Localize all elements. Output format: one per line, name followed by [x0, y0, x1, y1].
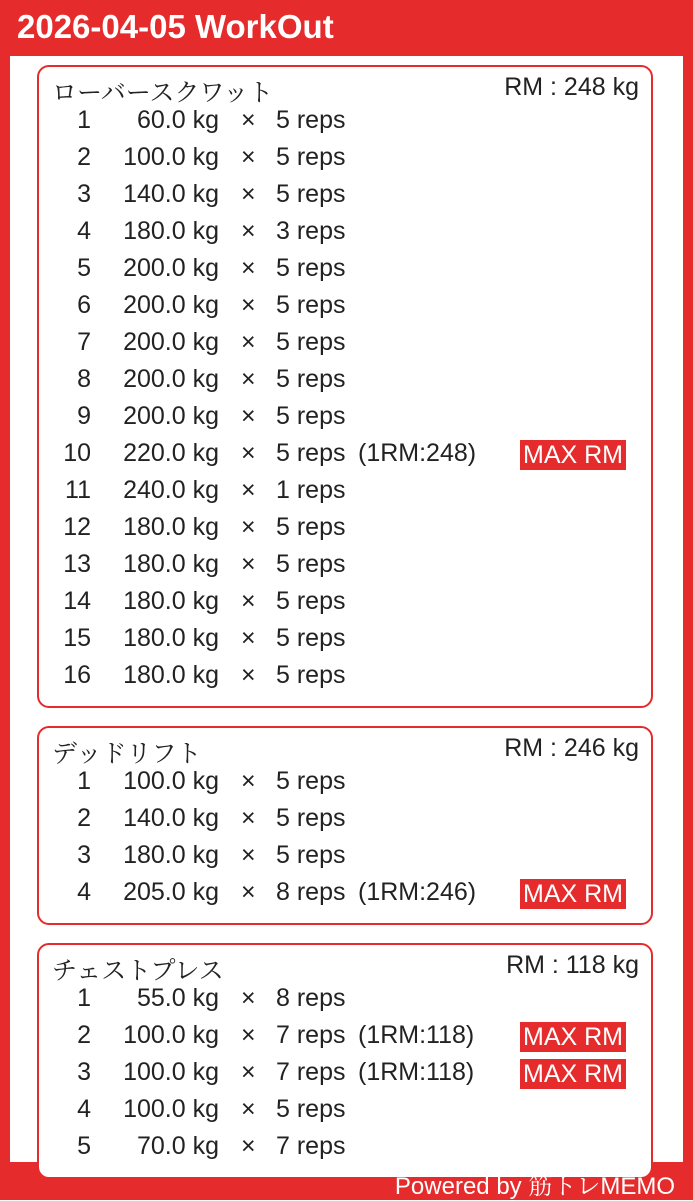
- set-number: 1: [77, 767, 91, 795]
- set-reps: 5 reps: [276, 587, 346, 615]
- set-weight: 180.0 kg: [123, 661, 219, 689]
- set-reps: 5 reps: [276, 143, 346, 171]
- times-sign: ×: [241, 984, 256, 1012]
- times-sign: ×: [241, 804, 256, 832]
- exercise-card: [37, 65, 653, 708]
- set-weight: 100.0 kg: [123, 143, 219, 171]
- footer-bar: [0, 1162, 693, 1200]
- set-one-rm: (1RM:118): [358, 1021, 475, 1049]
- set-reps: 5 reps: [276, 661, 346, 689]
- set-weight: 140.0 kg: [123, 804, 219, 832]
- set-row: [39, 402, 651, 439]
- set-reps: 5 reps: [276, 291, 346, 319]
- set-weight: 200.0 kg: [123, 328, 219, 356]
- times-sign: ×: [241, 439, 256, 467]
- set-row: [39, 217, 651, 254]
- set-number: 15: [63, 624, 91, 652]
- set-weight: 180.0 kg: [123, 587, 219, 615]
- set-row: [39, 291, 651, 328]
- exercise-rm: RM : 248 kg: [504, 73, 639, 101]
- set-reps: 8 reps: [276, 984, 346, 1012]
- set-row: [39, 328, 651, 365]
- set-row: [39, 439, 651, 476]
- set-weight: 70.0 kg: [136, 1132, 219, 1160]
- max-rm-badge: MAX RM: [520, 440, 626, 470]
- header-bar: [0, 0, 693, 56]
- set-weight: 200.0 kg: [123, 402, 219, 430]
- exercise-rm: RM : 118 kg: [506, 951, 639, 979]
- set-row: [39, 1021, 651, 1058]
- set-weight: 180.0 kg: [123, 841, 219, 869]
- set-number: 2: [77, 143, 91, 171]
- set-row: [39, 878, 651, 915]
- set-row: [39, 476, 651, 513]
- times-sign: ×: [241, 217, 256, 245]
- set-weight: 100.0 kg: [123, 1095, 219, 1123]
- set-reps: 5 reps: [276, 439, 346, 467]
- set-reps: 5 reps: [276, 365, 346, 393]
- set-number: 2: [77, 804, 91, 832]
- set-number: 4: [77, 1095, 91, 1123]
- exercise-card: [37, 726, 653, 925]
- max-rm-badge: MAX RM: [520, 879, 626, 909]
- set-weight: 180.0 kg: [123, 513, 219, 541]
- set-reps: 7 reps: [276, 1132, 346, 1160]
- set-weight: 180.0 kg: [123, 624, 219, 652]
- times-sign: ×: [241, 1095, 256, 1123]
- exercise-name: チェストプレス: [52, 957, 224, 985]
- set-reps: 1 reps: [276, 476, 346, 504]
- set-row: [39, 513, 651, 550]
- set-weight: 180.0 kg: [123, 217, 219, 245]
- times-sign: ×: [241, 402, 256, 430]
- set-reps: 5 reps: [276, 624, 346, 652]
- set-one-rm: (1RM:248): [358, 439, 477, 467]
- times-sign: ×: [241, 365, 256, 393]
- set-row: [39, 180, 651, 217]
- times-sign: ×: [241, 1021, 256, 1049]
- set-row: [39, 365, 651, 402]
- set-reps: 5 reps: [276, 550, 346, 578]
- set-reps: 5 reps: [276, 254, 346, 282]
- times-sign: ×: [241, 661, 256, 689]
- set-reps: 5 reps: [276, 180, 346, 208]
- set-number: 11: [65, 476, 91, 504]
- times-sign: ×: [241, 476, 256, 504]
- times-sign: ×: [241, 513, 256, 541]
- times-sign: ×: [241, 767, 256, 795]
- set-row: [39, 254, 651, 291]
- set-one-rm: (1RM:246): [358, 878, 477, 906]
- times-sign: ×: [241, 878, 256, 906]
- set-row: [39, 661, 651, 698]
- set-reps: 3 reps: [276, 217, 346, 245]
- set-weight: 180.0 kg: [123, 550, 219, 578]
- times-sign: ×: [241, 624, 256, 652]
- set-number: 2: [77, 1021, 91, 1049]
- set-number: 1: [77, 106, 91, 134]
- times-sign: ×: [241, 180, 256, 208]
- set-weight: 240.0 kg: [123, 476, 219, 504]
- exercise-rm: RM : 246 kg: [504, 734, 639, 762]
- exercise-card: [37, 943, 653, 1179]
- set-weight: 60.0 kg: [136, 106, 219, 134]
- set-row: [39, 804, 651, 841]
- set-number: 5: [77, 254, 91, 282]
- set-number: 5: [77, 1132, 91, 1160]
- set-row: [39, 550, 651, 587]
- set-row: [39, 143, 651, 180]
- times-sign: ×: [241, 1058, 256, 1086]
- set-number: 6: [77, 291, 91, 319]
- set-weight: 220.0 kg: [123, 439, 219, 467]
- set-weight: 100.0 kg: [123, 767, 219, 795]
- set-row: [39, 841, 651, 878]
- set-number: 4: [77, 217, 91, 245]
- set-weight: 200.0 kg: [123, 254, 219, 282]
- set-number: 3: [77, 180, 91, 208]
- set-number: 9: [77, 402, 91, 430]
- set-number: 12: [63, 513, 91, 541]
- times-sign: ×: [241, 106, 256, 134]
- set-reps: 5 reps: [276, 513, 346, 541]
- set-reps: 7 reps: [276, 1058, 346, 1086]
- page-title: 2026-04-05 WorkOut: [17, 8, 334, 45]
- set-weight: 100.0 kg: [123, 1021, 219, 1049]
- set-reps: 5 reps: [276, 804, 346, 832]
- set-number: 7: [77, 328, 91, 356]
- set-number: 3: [77, 841, 91, 869]
- max-rm-badge: MAX RM: [520, 1059, 626, 1089]
- set-number: 16: [63, 661, 91, 689]
- set-row: [39, 984, 651, 1021]
- set-number: 10: [63, 439, 91, 467]
- exercise-name: デッドリフト: [52, 740, 202, 768]
- exercise-name: ローバースクワット: [52, 79, 274, 107]
- set-number: 3: [77, 1058, 91, 1086]
- set-weight: 200.0 kg: [123, 291, 219, 319]
- times-sign: ×: [241, 1132, 256, 1160]
- workout-content: [10, 56, 683, 1162]
- set-weight: 100.0 kg: [123, 1058, 219, 1086]
- set-reps: 5 reps: [276, 1095, 346, 1123]
- set-row: [39, 1095, 651, 1132]
- max-rm-badge: MAX RM: [520, 1022, 626, 1052]
- times-sign: ×: [241, 254, 256, 282]
- times-sign: ×: [241, 328, 256, 356]
- set-number: 8: [77, 365, 91, 393]
- set-reps: 8 reps: [276, 878, 346, 906]
- times-sign: ×: [241, 841, 256, 869]
- footer-credit: Powered by 筋トレMEMO: [394, 1173, 675, 1200]
- set-number: 4: [77, 878, 91, 906]
- times-sign: ×: [241, 587, 256, 615]
- times-sign: ×: [241, 550, 256, 578]
- set-one-rm: (1RM:118): [358, 1058, 475, 1086]
- set-number: 13: [63, 550, 91, 578]
- set-row: [39, 767, 651, 804]
- set-weight: 55.0 kg: [136, 984, 219, 1012]
- times-sign: ×: [241, 291, 256, 319]
- set-weight: 200.0 kg: [123, 365, 219, 393]
- set-row: [39, 587, 651, 624]
- set-reps: 5 reps: [276, 841, 346, 869]
- set-reps: 5 reps: [276, 328, 346, 356]
- set-number: 1: [77, 984, 91, 1012]
- set-reps: 7 reps: [276, 1021, 346, 1049]
- set-reps: 5 reps: [276, 402, 346, 430]
- times-sign: ×: [241, 143, 256, 171]
- set-row: [39, 624, 651, 661]
- set-reps: 5 reps: [276, 106, 346, 134]
- set-number: 14: [63, 587, 91, 615]
- set-row: [39, 106, 651, 143]
- set-reps: 5 reps: [276, 767, 346, 795]
- set-weight: 205.0 kg: [123, 878, 219, 906]
- set-weight: 140.0 kg: [123, 180, 219, 208]
- set-row: [39, 1058, 651, 1095]
